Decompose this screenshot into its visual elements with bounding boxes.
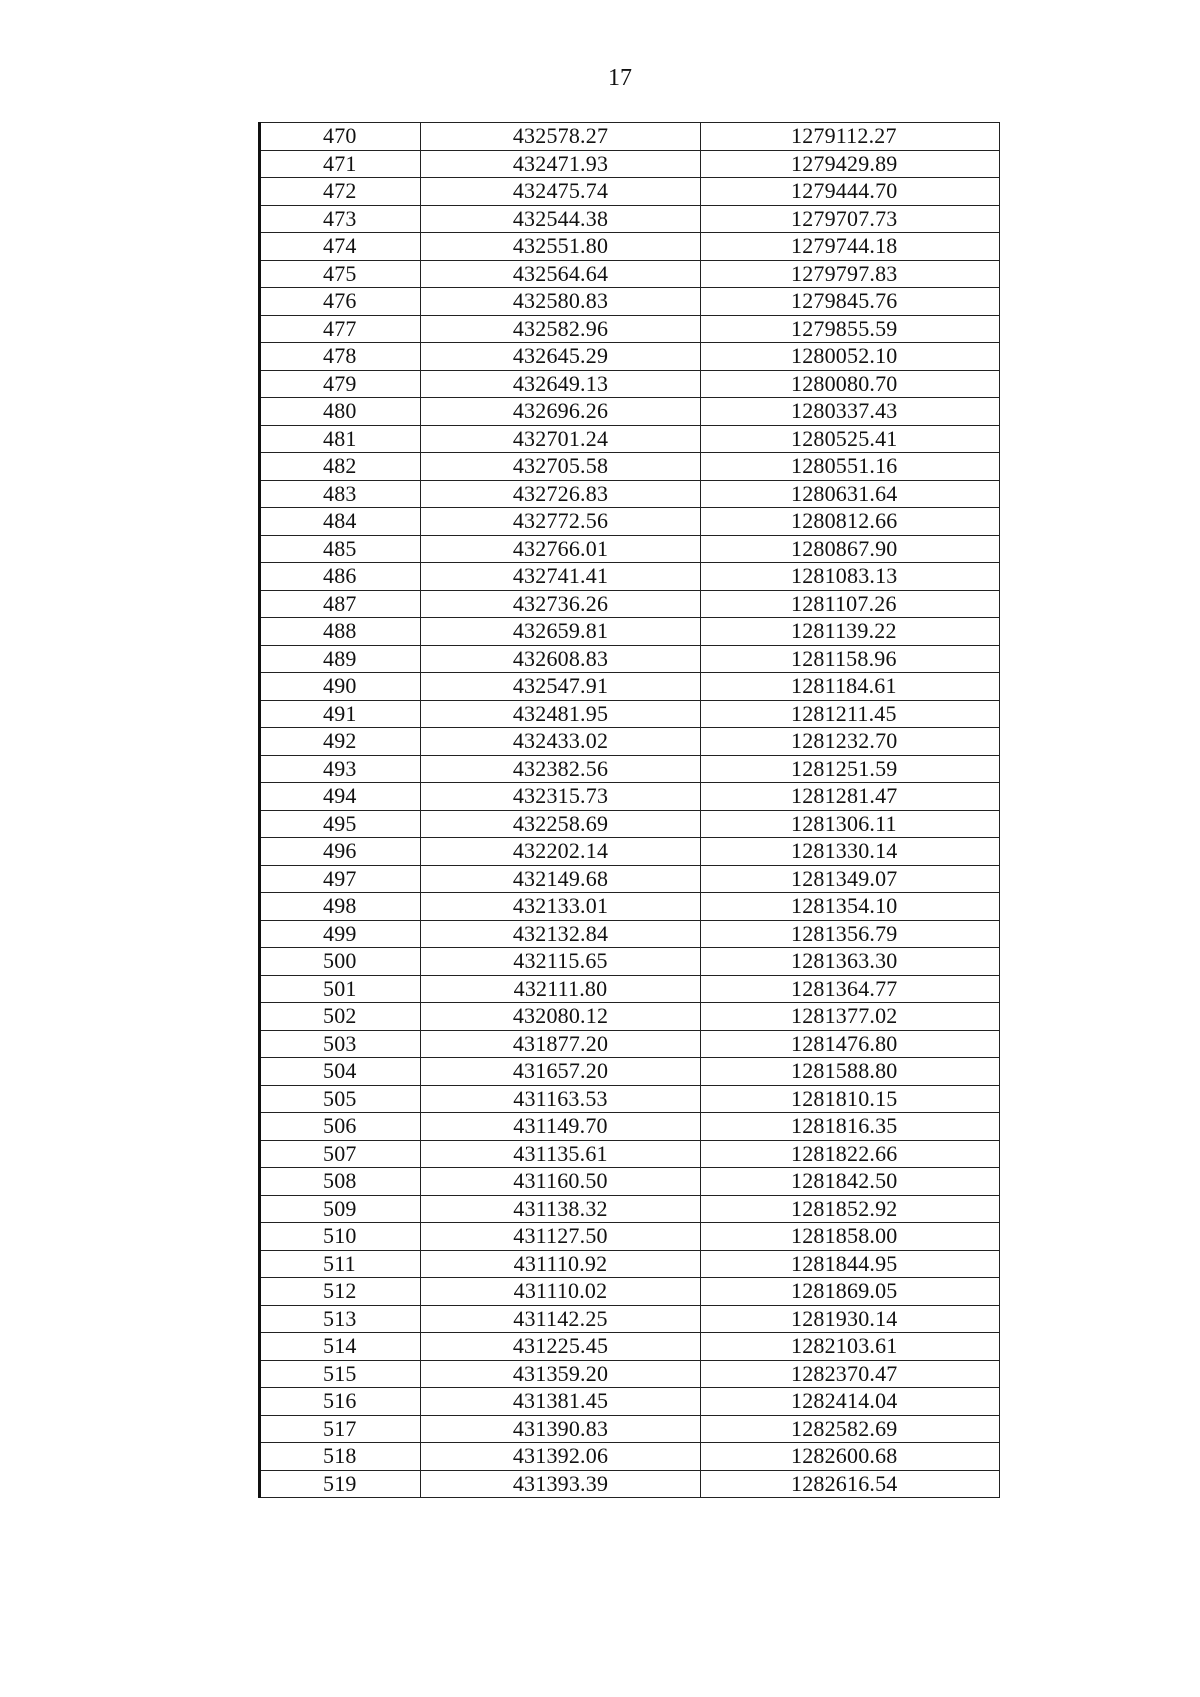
point-number-cell: 486 [260,563,421,591]
table-row [260,1113,1000,1141]
point-number-cell: 519 [260,1470,421,1498]
point-number-cell: 492 [260,728,421,756]
point-number-cell: 501 [260,975,421,1003]
y-coordinate-cell: 1281139.22 [701,618,1000,646]
page-number: 17 [608,65,632,91]
x-coordinate-cell: 432481.95 [421,700,701,728]
point-number-cell: 485 [260,535,421,563]
x-coordinate-cell: 431392.06 [421,1443,701,1471]
x-coordinate-cell: 432696.26 [421,398,701,426]
table-row [260,948,1000,976]
table-row [260,1223,1000,1251]
table-row [260,893,1000,921]
point-number-cell: 494 [260,783,421,811]
point-number-cell: 512 [260,1278,421,1306]
table-row [260,1085,1000,1113]
table-row [260,233,1000,261]
y-coordinate-cell: 1281822.66 [701,1140,1000,1168]
y-coordinate-cell: 1279744.18 [701,233,1000,261]
table-row [260,865,1000,893]
point-number-cell: 484 [260,508,421,536]
point-number-cell: 470 [260,123,421,151]
x-coordinate-cell: 432701.24 [421,425,701,453]
y-coordinate-cell: 1281107.26 [701,590,1000,618]
y-coordinate-cell: 1282616.54 [701,1470,1000,1498]
x-coordinate-cell: 432726.83 [421,480,701,508]
table-row [260,508,1000,536]
table-row [260,920,1000,948]
table-row [260,563,1000,591]
x-coordinate-cell: 432649.13 [421,370,701,398]
point-number-cell: 488 [260,618,421,646]
y-coordinate-cell: 1281158.96 [701,645,1000,673]
x-coordinate-cell: 432645.29 [421,343,701,371]
x-coordinate-cell: 431393.39 [421,1470,701,1498]
point-number-cell: 513 [260,1305,421,1333]
point-number-cell: 508 [260,1168,421,1196]
x-coordinate-cell: 431138.32 [421,1195,701,1223]
y-coordinate-cell: 1282600.68 [701,1443,1000,1471]
y-coordinate-cell: 1281211.45 [701,700,1000,728]
x-coordinate-cell: 432564.64 [421,260,701,288]
x-coordinate-cell: 432111.80 [421,975,701,1003]
x-coordinate-cell: 431657.20 [421,1058,701,1086]
point-number-cell: 514 [260,1333,421,1361]
y-coordinate-cell: 1281816.35 [701,1113,1000,1141]
point-number-cell: 481 [260,425,421,453]
table-row [260,205,1000,233]
x-coordinate-cell: 431142.25 [421,1305,701,1333]
table-row [260,1195,1000,1223]
y-coordinate-cell: 1281844.95 [701,1250,1000,1278]
table-row [260,645,1000,673]
y-coordinate-cell: 1280052.10 [701,343,1000,371]
point-number-cell: 474 [260,233,421,261]
y-coordinate-cell: 1281930.14 [701,1305,1000,1333]
x-coordinate-cell: 432551.80 [421,233,701,261]
point-number-cell: 502 [260,1003,421,1031]
y-coordinate-cell: 1281810.15 [701,1085,1000,1113]
x-coordinate-cell: 432080.12 [421,1003,701,1031]
point-number-cell: 496 [260,838,421,866]
y-coordinate-cell: 1279707.73 [701,205,1000,233]
x-coordinate-cell: 432736.26 [421,590,701,618]
point-number-cell: 476 [260,288,421,316]
point-number-cell: 489 [260,645,421,673]
x-coordinate-cell: 431110.02 [421,1278,701,1306]
point-number-cell: 509 [260,1195,421,1223]
y-coordinate-cell: 1280525.41 [701,425,1000,453]
y-coordinate-cell: 1281869.05 [701,1278,1000,1306]
y-coordinate-cell: 1279444.70 [701,178,1000,206]
table-row [260,1168,1000,1196]
table-row [260,975,1000,1003]
point-number-cell: 475 [260,260,421,288]
table-row [260,1333,1000,1361]
table-row [260,618,1000,646]
table-row [260,1360,1000,1388]
table-row [260,810,1000,838]
y-coordinate-cell: 1281377.02 [701,1003,1000,1031]
y-coordinate-cell: 1281364.77 [701,975,1000,1003]
y-coordinate-cell: 1280337.43 [701,398,1000,426]
x-coordinate-cell: 431877.20 [421,1030,701,1058]
y-coordinate-cell: 1281588.80 [701,1058,1000,1086]
x-coordinate-cell: 432772.56 [421,508,701,536]
x-coordinate-cell: 432766.01 [421,535,701,563]
y-coordinate-cell: 1279845.76 [701,288,1000,316]
x-coordinate-cell: 432547.91 [421,673,701,701]
y-coordinate-cell: 1281330.14 [701,838,1000,866]
point-number-cell: 518 [260,1443,421,1471]
point-number-cell: 516 [260,1388,421,1416]
point-number-cell: 478 [260,343,421,371]
table-row [260,700,1000,728]
point-number-cell: 495 [260,810,421,838]
y-coordinate-cell: 1281842.50 [701,1168,1000,1196]
y-coordinate-cell: 1282370.47 [701,1360,1000,1388]
table-row [260,260,1000,288]
table-row [260,590,1000,618]
table-row [260,425,1000,453]
y-coordinate-cell: 1281232.70 [701,728,1000,756]
point-number-cell: 510 [260,1223,421,1251]
point-number-cell: 471 [260,150,421,178]
table-row [260,838,1000,866]
x-coordinate-cell: 432133.01 [421,893,701,921]
y-coordinate-cell: 1281349.07 [701,865,1000,893]
x-coordinate-cell: 432741.41 [421,563,701,591]
point-number-cell: 477 [260,315,421,343]
table-row [260,343,1000,371]
y-coordinate-cell: 1281852.92 [701,1195,1000,1223]
x-coordinate-cell: 432132.84 [421,920,701,948]
point-number-cell: 498 [260,893,421,921]
y-coordinate-cell: 1281306.11 [701,810,1000,838]
y-coordinate-cell: 1281251.59 [701,755,1000,783]
table-row [260,123,1000,151]
table-row [260,1250,1000,1278]
y-coordinate-cell: 1280551.16 [701,453,1000,481]
y-coordinate-cell: 1282103.61 [701,1333,1000,1361]
table-row [260,398,1000,426]
y-coordinate-cell: 1281354.10 [701,893,1000,921]
point-number-cell: 472 [260,178,421,206]
point-number-cell: 507 [260,1140,421,1168]
x-coordinate-cell: 431149.70 [421,1113,701,1141]
point-number-cell: 506 [260,1113,421,1141]
table-row [260,783,1000,811]
y-coordinate-cell: 1281184.61 [701,673,1000,701]
x-coordinate-cell: 432382.56 [421,755,701,783]
table-row [260,315,1000,343]
x-coordinate-cell: 432705.58 [421,453,701,481]
x-coordinate-cell: 431381.45 [421,1388,701,1416]
y-coordinate-cell: 1281858.00 [701,1223,1000,1251]
point-number-cell: 490 [260,673,421,701]
y-coordinate-cell: 1279797.83 [701,260,1000,288]
point-number-cell: 504 [260,1058,421,1086]
x-coordinate-cell: 431163.53 [421,1085,701,1113]
table-row [260,1305,1000,1333]
point-number-cell: 511 [260,1250,421,1278]
y-coordinate-cell: 1280631.64 [701,480,1000,508]
x-coordinate-cell: 431135.61 [421,1140,701,1168]
table-row [260,150,1000,178]
x-coordinate-cell: 431390.83 [421,1415,701,1443]
x-coordinate-cell: 432544.38 [421,205,701,233]
table-row [260,728,1000,756]
x-coordinate-cell: 431110.92 [421,1250,701,1278]
y-coordinate-cell: 1281281.47 [701,783,1000,811]
table-row [260,535,1000,563]
table-row [260,288,1000,316]
point-number-cell: 497 [260,865,421,893]
x-coordinate-cell: 432471.93 [421,150,701,178]
y-coordinate-cell: 1281476.80 [701,1030,1000,1058]
point-number-cell: 480 [260,398,421,426]
x-coordinate-cell: 431359.20 [421,1360,701,1388]
table-row [260,673,1000,701]
y-coordinate-cell: 1280867.90 [701,535,1000,563]
x-coordinate-cell: 432659.81 [421,618,701,646]
point-number-cell: 515 [260,1360,421,1388]
x-coordinate-cell: 432433.02 [421,728,701,756]
point-number-cell: 482 [260,453,421,481]
x-coordinate-cell: 431127.50 [421,1223,701,1251]
x-coordinate-cell: 432258.69 [421,810,701,838]
point-number-cell: 500 [260,948,421,976]
table-row [260,1470,1000,1498]
point-number-cell: 505 [260,1085,421,1113]
x-coordinate-cell: 432149.68 [421,865,701,893]
x-coordinate-cell: 432580.83 [421,288,701,316]
y-coordinate-cell: 1281083.13 [701,563,1000,591]
point-number-cell: 499 [260,920,421,948]
y-coordinate-cell: 1280080.70 [701,370,1000,398]
table-row [260,1030,1000,1058]
point-number-cell: 487 [260,590,421,618]
x-coordinate-cell: 432315.73 [421,783,701,811]
point-number-cell: 483 [260,480,421,508]
x-coordinate-cell: 432202.14 [421,838,701,866]
y-coordinate-cell: 1281356.79 [701,920,1000,948]
y-coordinate-cell: 1282414.04 [701,1388,1000,1416]
point-number-cell: 493 [260,755,421,783]
table-row [260,1058,1000,1086]
point-number-cell: 491 [260,700,421,728]
point-number-cell: 473 [260,205,421,233]
x-coordinate-cell: 432475.74 [421,178,701,206]
coordinates-table [258,122,1000,1498]
y-coordinate-cell: 1281363.30 [701,948,1000,976]
table-row [260,1003,1000,1031]
x-coordinate-cell: 432578.27 [421,123,701,151]
x-coordinate-cell: 432115.65 [421,948,701,976]
y-coordinate-cell: 1279112.27 [701,123,1000,151]
table-row [260,453,1000,481]
table-row [260,178,1000,206]
point-number-cell: 479 [260,370,421,398]
x-coordinate-cell: 432608.83 [421,645,701,673]
table-row [260,1388,1000,1416]
table-row [260,1415,1000,1443]
table-row [260,1278,1000,1306]
y-coordinate-cell: 1279429.89 [701,150,1000,178]
coordinates-table-container [258,122,1000,1498]
point-number-cell: 517 [260,1415,421,1443]
x-coordinate-cell: 431160.50 [421,1168,701,1196]
table-row [260,1443,1000,1471]
coordinates-table-body [260,123,1000,1498]
x-coordinate-cell: 432582.96 [421,315,701,343]
y-coordinate-cell: 1282582.69 [701,1415,1000,1443]
table-row [260,1140,1000,1168]
y-coordinate-cell: 1279855.59 [701,315,1000,343]
y-coordinate-cell: 1280812.66 [701,508,1000,536]
x-coordinate-cell: 431225.45 [421,1333,701,1361]
table-row [260,370,1000,398]
table-row [260,755,1000,783]
table-row [260,480,1000,508]
point-number-cell: 503 [260,1030,421,1058]
